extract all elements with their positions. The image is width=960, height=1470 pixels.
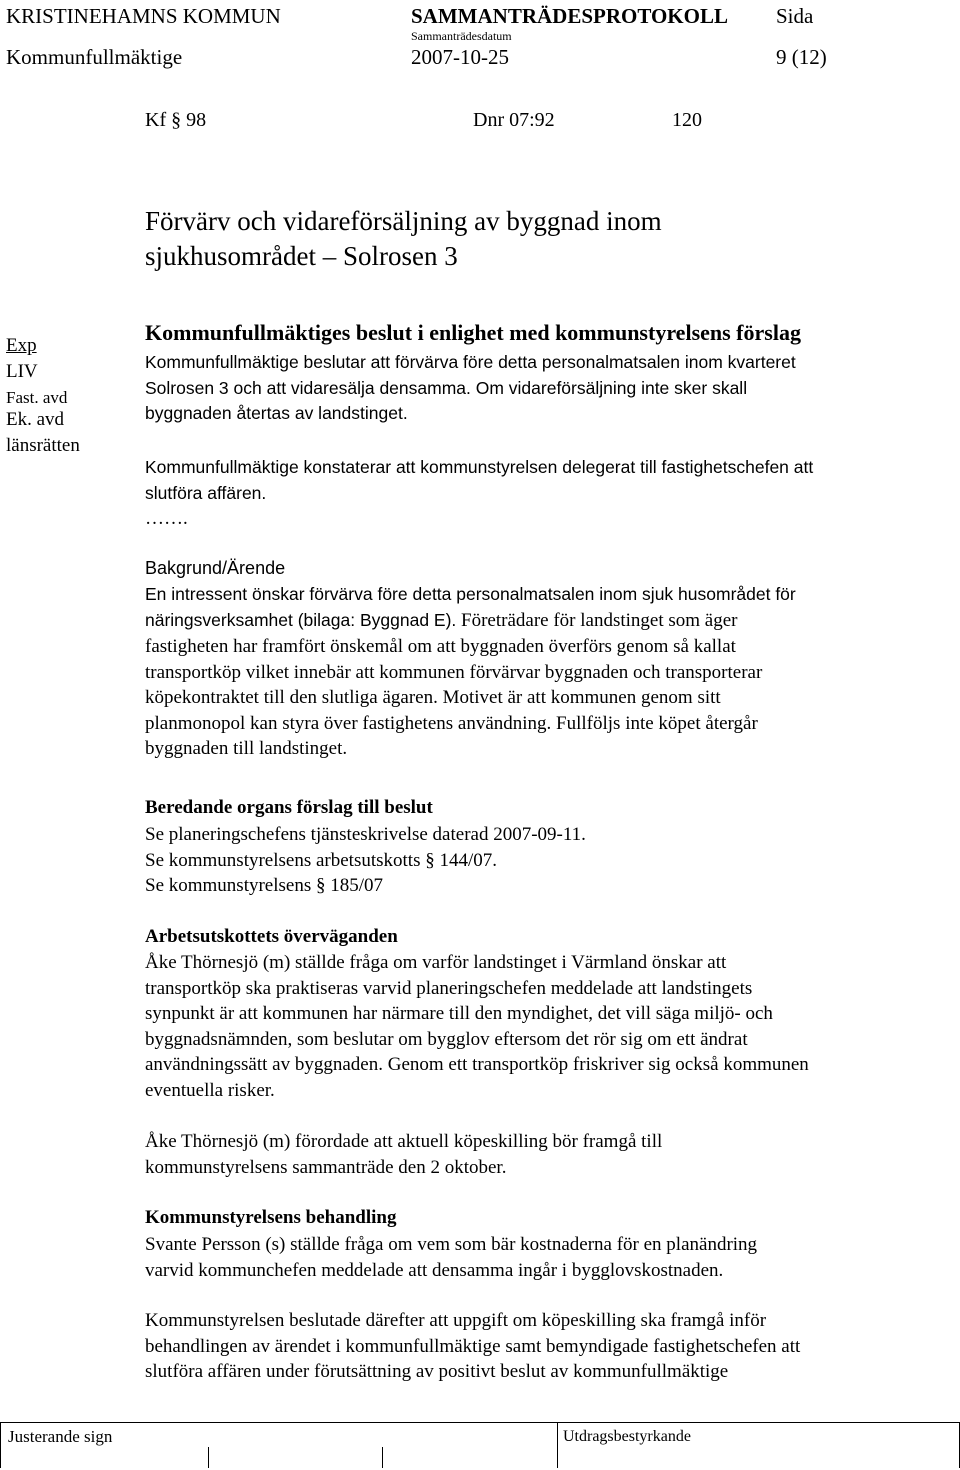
au-paragraph-2 [145,1129,945,1180]
text-line [145,608,945,635]
text-line: Kommunstyrelsen beslutade därefter att uppgift om köpeskilling ska framgå inför [145,1310,767,1331]
title-line-2: sjukhusområdet – Solrosen 3 [145,241,458,271]
background-paragraph [145,582,945,762]
text-line: slutföra affären. [145,482,267,503]
distribution-list [6,333,80,459]
page-label: Sida [776,4,814,28]
text-line: eventuella risker. [145,1079,275,1101]
text-line: En intressent önskar förvärva före detta personalmatsalen inom sjuk husområdet för [145,584,796,604]
text-line: fastigheten har framfört önskemål om att byggnaden överförs genom så kallat [145,636,736,657]
text-line: byggnaden återtas av landstinget. [145,403,408,423]
distribution-liv: LIV [6,361,38,382]
text-line: Se kommunstyrelsens § 185/07 [145,875,384,896]
footer-rule [0,1422,1,1468]
au-heading: Arbetsutskottets överväganden [145,926,398,947]
distribution-exp: Exp [6,335,37,356]
au-paragraph-1 [145,950,945,1103]
text-line: Kommunfullmäktige konstaterar att kommunstyrelsen delegerat till fastighetschefen att [145,457,814,477]
ks-paragraph-1 [145,1232,945,1283]
distribution-ek-avd: Ek. avd [6,409,65,430]
text-line: byggnaden till landstinget. [145,738,348,759]
signature-box-divider [208,1447,209,1468]
assembly-name: Kommunfullmäktige [6,45,183,69]
kf-paragraph: Kf § 98 [145,109,207,131]
decision-heading: Kommunfullmäktiges beslut i enlighet med kommunstyrelsens förslag [145,320,801,345]
text-line: planmonopol kan styra över fastighetens användning. Fullföljs inte köpet återgår [145,712,758,734]
text-line: transportköp ska praktiseras varvid planeringschefen meddelade att landstingets [145,977,753,999]
signature-label: Justerande sign [8,1427,113,1446]
text-line: Svante Persson (s) ställde fråga om vem som bär kostnaderna för en planändring [145,1234,758,1255]
text-line: användningssätt av byggnaden. Genom ett transportköp friskriver sig också kommunen [145,1054,809,1075]
text-line: Kommunfullmäktige beslutar att förvärva före detta personalmatsalen inom kvarteret [145,352,796,372]
ks-paragraph-2 [145,1308,945,1385]
text-line: synpunkt är att kommunen har närmare till den myndighet, det vill säga miljö- och [145,1003,773,1024]
proposal-list [145,822,945,899]
text-line: slutföra affären under förutsättning av positivt beslut av kommunfullmäktige [145,1361,729,1382]
text-segment: näringsverksamhet (bilaga: Byggnad E). [145,609,457,630]
text-line: Se planeringschefens tjänsteskrivelse daterad 2007-09-11. [145,824,586,845]
meeting-date: 2007-10-25 [411,45,509,69]
distribution-lansratten: länsrätten [6,435,80,456]
text-line: kommunstyrelsens sammanträde den 2 oktober. [145,1156,507,1178]
case-dnr: Dnr 07:92 [473,109,555,131]
footer-rule [557,1422,558,1468]
background-heading: Bakgrund/Ärende [145,558,286,578]
text-line: varvid kommunchefen meddelade att densamma ingår i bygglovskostnaden. [145,1259,724,1281]
signature-footer [0,1422,960,1469]
date-label: Sammanträdesdatum [411,29,512,43]
page-title [145,204,662,274]
proposal-heading: Beredande organs förslag till beslut [145,797,433,818]
text-line: Solrosen 3 och att vidaresälja densamma. Om vidareförsäljning inte sker skall [145,377,748,398]
extract-label: Utdragsbestyrkande [563,1428,691,1445]
text-line: Se kommunstyrelsens arbetsutskotts § 144/07. [145,849,498,871]
text-line: behandlingen av ärendet i kommunfullmäktige samt bemyndigade fastighetschefen att [145,1335,801,1357]
case-number: 120 [672,109,702,131]
title-line-1: Förvärv och vidareförsäljning av byggnad inom [145,206,662,236]
ks-heading: Kommunstyrelsens behandling [145,1207,397,1228]
text-line: transportköp vilket innebär att kommunen förvärvar byggnaden och transporterar [145,661,763,683]
document-type: SAMMANTRÄDESPROTOKOLL [411,4,728,28]
text-line: Åke Thörnesjö (m) förordade att aktuell köpeskilling bör framgå till [145,1131,663,1152]
decision-paragraph-1 [145,350,945,427]
text-segment: Företrädare för landstinget som äger [456,609,738,631]
ellipsis-separator: ……. [145,508,188,529]
decision-paragraph-2 [145,455,945,506]
signature-box-divider [382,1447,383,1468]
text-line: köpekontraktet till den slutliga ägaren. Motivet är att kommunen genom sitt [145,687,721,708]
text-line: byggnadsnämnden, som beslutar om bygglov eftersom det rör sig om ett ändrat [145,1028,748,1050]
text-line: Åke Thörnesjö (m) ställde fråga om varför landstinget i Värmland önskar att [145,952,727,973]
municipality-name: KRISTINEHAMNS KOMMUN [6,4,281,28]
page-number: 9 (12) [776,45,827,69]
distribution-fast-avd: Fast. avd [6,388,68,407]
